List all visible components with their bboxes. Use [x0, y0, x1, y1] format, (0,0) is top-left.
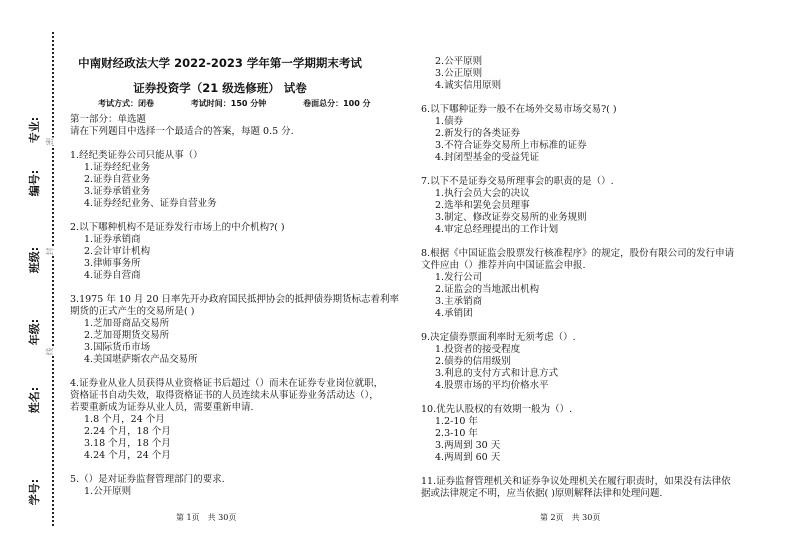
- section-heading: 第一部分：单选题: [70, 114, 147, 125]
- answer-option: 3.利息的支付方式和计息方式: [435, 368, 559, 379]
- answer-option: 3.18 个月，18 个月: [84, 438, 171, 449]
- answer-option: 3.两周到 30 天: [435, 440, 501, 451]
- seal-char-feng: 封: [45, 247, 55, 256]
- spacer: [421, 464, 734, 476]
- question-stem: 8.根据《中国证监会股票发行核准程序》的规定，股份有限公司的发行申请: [421, 248, 735, 259]
- answer-option: 1.发行公司: [435, 272, 483, 283]
- total-score: 卷面总分：100 分: [303, 99, 371, 108]
- page-1-column: [70, 114, 399, 498]
- exam-time: 考试时间：150 分钟: [190, 99, 267, 108]
- answer-option: 1.公开原则: [84, 486, 132, 497]
- spacer: [421, 320, 734, 332]
- label-name: 姓名:: [28, 386, 41, 414]
- question-stem: 1.经纪类证券公司只能从事（）: [70, 150, 203, 161]
- page-1-footer: 第 1页 共 30页: [176, 513, 237, 522]
- answer-option: 3.公正原则: [435, 68, 483, 79]
- exam-subtitle: 证券投资学（21 级选修班） 试卷: [133, 81, 307, 95]
- spacer: [421, 236, 734, 248]
- answer-option: 1.芝加哥商品交易所: [84, 318, 170, 329]
- exam-mode: 考试方式：闭卷: [98, 99, 154, 108]
- question-stem: 若要重新成为证券从业人员，需要重新申请.: [70, 402, 254, 413]
- answer-option: 2.会计审计机构: [84, 246, 151, 257]
- binding-dotted-line: [52, 32, 54, 526]
- question-stem: 5.（）是对证券监督管理部门的要求.: [70, 474, 225, 485]
- answer-option: 4.封闭型基金的受益凭证: [435, 152, 540, 163]
- answer-option: 3.证券承销业务: [84, 186, 151, 197]
- spacer: [421, 164, 734, 176]
- seal-char-mi: 密: [45, 137, 55, 146]
- answer-option: 2.3-10 年: [435, 428, 478, 439]
- answer-option: 2.新发行的各类证券: [435, 128, 521, 139]
- question-stem: 资格证书自动失效，取得资格证书的人员连续未从事证券业务活动达（），: [70, 390, 379, 401]
- answer-option: 4.证券经纪业务、证券自营业务: [84, 198, 217, 209]
- answer-option: 1.2-10 年: [435, 416, 478, 427]
- answer-option: 2.证监会的当地派出机构: [435, 284, 540, 295]
- answer-option: 1.证券经纪业务: [84, 162, 151, 173]
- question-stem: 10.优先认股权的有效期一般为（）.: [421, 404, 573, 415]
- answer-option: 2.选举和罢免会员理事: [435, 200, 530, 211]
- label-class: 班级:: [28, 246, 41, 274]
- answer-option: 4.股票市场的平均价格水平: [435, 380, 549, 391]
- label-number: 编号:: [28, 169, 41, 197]
- page-2-column: [421, 56, 734, 500]
- answer-option: 4.承销团: [435, 308, 473, 319]
- question-stem: 11.证券监督管理机关和证券争议处理机关在履行职责时，如果没有法律依: [421, 476, 731, 487]
- answer-option: 1.投资者的接受程度: [435, 344, 521, 355]
- question-stem: 2.以下哪种机构不是证券发行市场上的中介机构?( ): [70, 222, 285, 233]
- question-stem: 3.1975 年 10 月 20 日率先开办政府国民抵押协会的抵押债券期货标志着利率: [70, 294, 400, 305]
- spacer: [70, 210, 399, 222]
- answer-option: 2.公平原则: [435, 56, 483, 67]
- question-stem: 文件应由（）推荐并向中国证监会申报.: [421, 260, 586, 271]
- question-stem: 7.以下不是证券交易所理事会的职责的是（）.: [421, 176, 614, 187]
- answer-option: 2.债券的信用级别: [435, 356, 511, 367]
- spacer: [70, 462, 399, 474]
- answer-option: 4.诚实信用原则: [435, 80, 502, 91]
- spacer: [70, 138, 399, 150]
- exam-info: [98, 98, 405, 109]
- question-stem: 期货的正式产生的交易所是( ): [70, 306, 195, 317]
- exam-title: 中南财经政法大学 2022-2023 学年第一学期期末考试: [78, 56, 362, 70]
- answer-option: 1.证券承销商: [84, 234, 141, 245]
- answer-option: 3.主承销商: [435, 296, 483, 307]
- answer-option: 4.美国堪萨斯农产品交易所: [84, 354, 198, 365]
- answer-option: 4.24 个月，24 个月: [84, 450, 171, 461]
- spacer: [70, 282, 399, 294]
- section-instruction: 请在下列题目中选择一个最适合的答案，每题 0.5 分.: [70, 126, 294, 137]
- question-stem: 6.以下哪种证券一般不在场外交易市场交易?( ): [421, 104, 617, 115]
- answer-option: 1.执行会员大会的决议: [435, 188, 530, 199]
- page-2-footer: 第 2页 共 30页: [540, 513, 601, 522]
- answer-option: 4.证券自营商: [84, 270, 141, 281]
- answer-option: 1.债券: [435, 116, 464, 127]
- question-stem: 据或法律规定不明，应当依据( )原则解释法律和处理问题.: [421, 488, 663, 499]
- label-major: 专业:: [28, 116, 41, 144]
- question-stem: 4.证券业从业人员获得从业资格证书后超过（）而未在证券专业岗位就职，: [70, 378, 384, 389]
- spacer: [421, 92, 734, 104]
- spacer: [70, 366, 399, 378]
- answer-option: 3.制定、修改证券交易所的业务规则: [435, 212, 587, 223]
- question-stem: 9.决定债券票面利率时无须考虑（）.: [421, 332, 576, 343]
- answer-option: 3.律师事务所: [84, 258, 141, 269]
- answer-option: 2.24 个月，18 个月: [84, 426, 171, 437]
- answer-option: 4.审定总经理提出的工作计划: [435, 224, 559, 235]
- spacer: [421, 392, 734, 404]
- answer-option: 4.两周到 60 天: [435, 452, 501, 463]
- answer-option: 2.芝加哥期货交易所: [84, 330, 170, 341]
- label-student-id: 学号:: [28, 478, 41, 506]
- answer-option: 2.证券自营业务: [84, 174, 151, 185]
- label-grade: 年级:: [28, 318, 41, 346]
- seal-char-xian: 线: [45, 347, 55, 356]
- answer-option: 3.不符合证券交易所上市标准的证券: [435, 140, 587, 151]
- answer-option: 3.国际货币市场: [84, 342, 151, 353]
- answer-option: 1.8 个月，24 个月: [84, 414, 165, 425]
